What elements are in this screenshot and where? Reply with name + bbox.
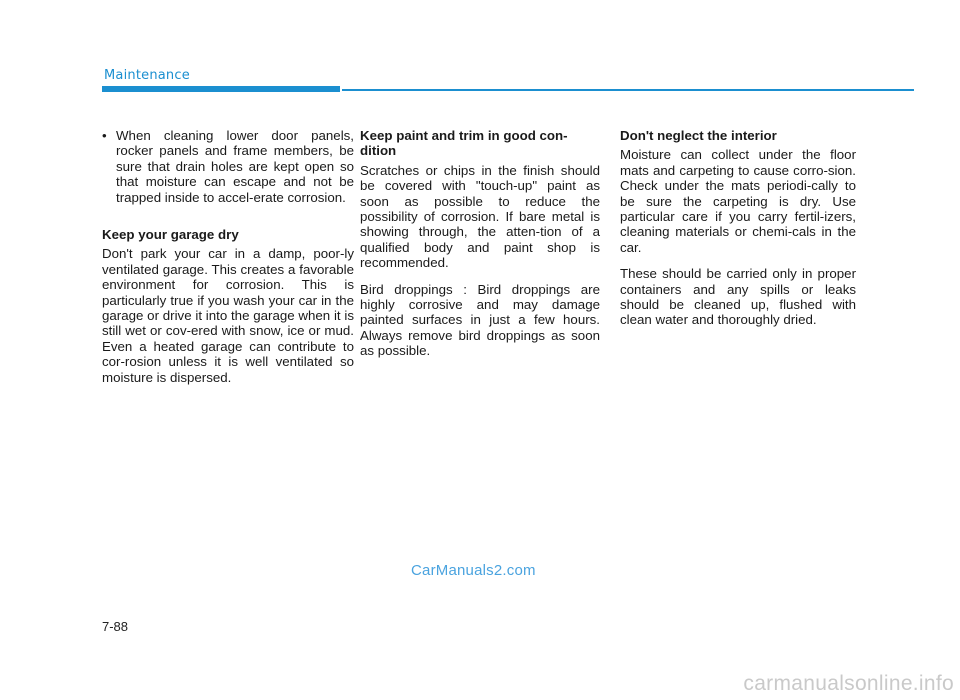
column-3 (620, 128, 856, 339)
bullet-text: When cleaning lower door panels, rocker panels and frame members, be sure that drain holes are kept open so that moisture can escape and not be trapped inside to accel-erate corrosion. (116, 128, 354, 205)
site-watermark[interactable]: CarManuals2.com (411, 562, 536, 579)
paint-paragraph: Scratches or chips in the finish should be covered with "touch-up" paint as soon as possible to reduce the possibility of corrosion. If bare metal is showing through, the atten-tion of a qualified body and paint shop is recommended. (360, 162, 600, 271)
garage-paragraph: Don't park your car in a damp, poor-ly ventilated garage. This creates a favorable environment for corrosion. This is particularly true if you wash your car in the garage or drive it into the garage when it is still wet or cov-ered with snow, ice or mud. Even a heated garage can contribute to cor-rosion unless it is well ventilated so moisture is dispersed. (102, 246, 354, 385)
column-1 (102, 128, 354, 396)
interior-paragraph: Moisture can collect under the floor mats and carpeting to cause corro-sion. Check under the mats periodi-cally to be sure the carpeting is dry. Use particular care if you carry fertil-izers, cleaning materials or chemi-cals in the car. (620, 147, 856, 255)
containers-paragraph: These should be carried only in proper containers and any spills or leaks should be cleaned up, flushed with clean water and thoroughly dried. (620, 266, 856, 328)
header-rule-thin (342, 89, 914, 91)
header-rule-thick (102, 86, 340, 92)
bird-droppings-paragraph: Bird droppings : Bird droppings are highly corrosive and may damage painted surfaces in just a few hours. Always remove bird droppings as soon as possible. (360, 281, 600, 359)
interior-heading: Don't neglect the interior (620, 128, 777, 143)
garage-heading: Keep your garage dry (102, 227, 239, 243)
bullet-icon: • (102, 128, 107, 143)
section-title: Maintenance (104, 68, 190, 83)
bullet-item (102, 128, 354, 205)
page-number: 7-88 (102, 619, 129, 634)
footer-watermark: carmanualsonline.info (743, 672, 954, 695)
paint-heading: Keep paint and trim in good con-dition (360, 128, 568, 159)
column-2 (360, 128, 600, 370)
